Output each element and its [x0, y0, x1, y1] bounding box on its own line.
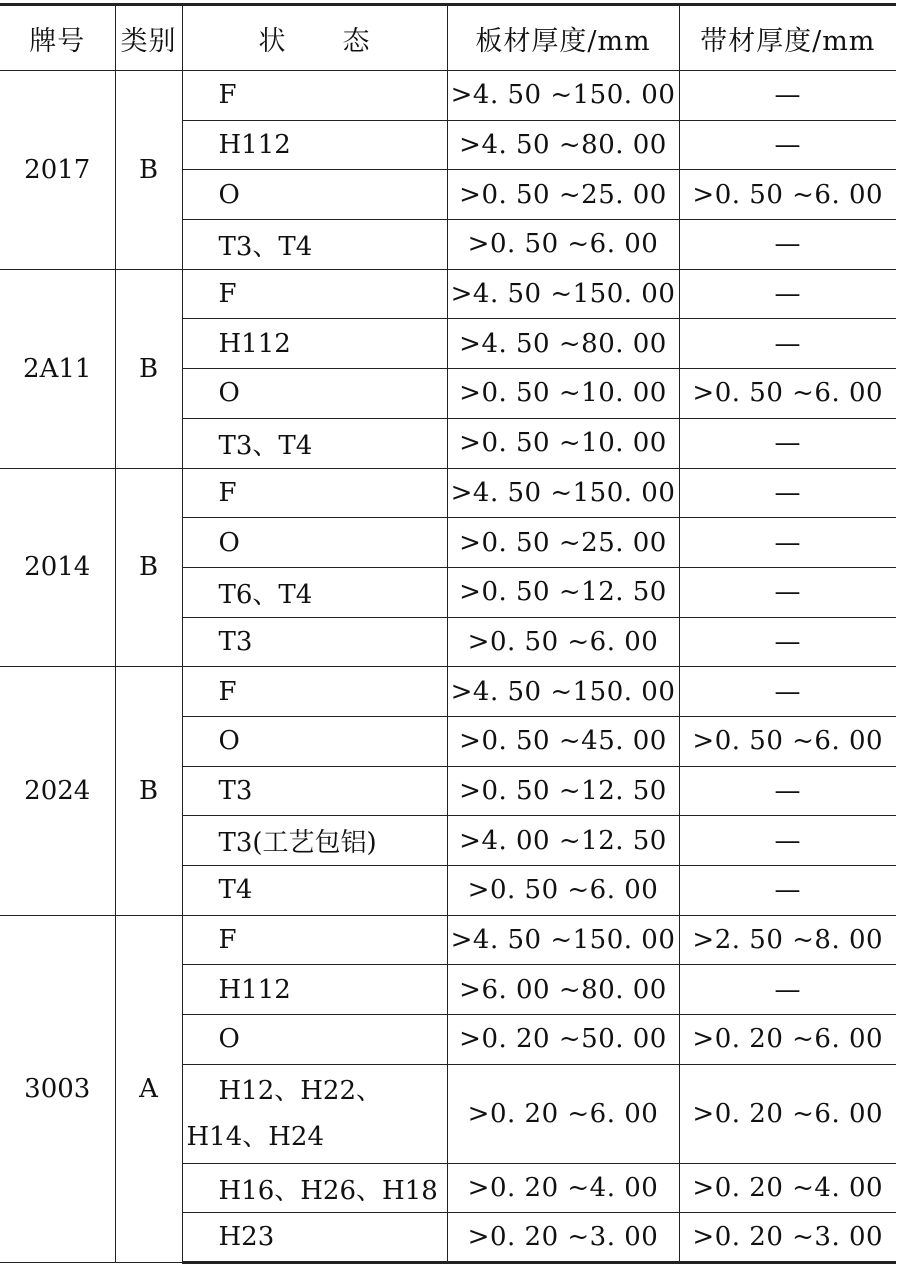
state-cell: O [182, 170, 447, 220]
plate-thickness-cell: >4. 50 ~150. 00 [447, 667, 679, 717]
state-cell: T3(工艺包铝) [182, 816, 447, 866]
state-cell: F [182, 269, 447, 319]
header-plate-thickness: 板材厚度/mm [447, 5, 679, 71]
header-grade: 牌号 [0, 5, 115, 71]
state-cell: F [182, 667, 447, 717]
strip-thickness-cell: — [679, 468, 896, 518]
grade-cell: 2014 [0, 468, 115, 667]
grade-cell: 3003 [0, 915, 115, 1262]
grade-cell: 2024 [0, 667, 115, 915]
strip-thickness-cell: >0. 20 ~6. 00 [679, 1015, 896, 1065]
strip-thickness-cell: — [679, 418, 896, 468]
state-cell: T6、T4 [182, 567, 447, 617]
plate-thickness-cell: >0. 20 ~4. 00 [447, 1163, 679, 1213]
strip-thickness-cell: — [679, 866, 896, 916]
state-cell: H112 [182, 120, 447, 170]
alloy-thickness-table [0, 3, 896, 1264]
state-cell: H112 [182, 965, 447, 1015]
strip-thickness-cell: — [679, 220, 896, 270]
plate-thickness-cell: >0. 20 ~6. 00 [447, 1064, 679, 1163]
strip-thickness-cell: >0. 50 ~6. 00 [679, 369, 896, 419]
grade-cell: 2017 [0, 71, 115, 270]
state-cell: F [182, 71, 447, 121]
table-row [0, 667, 896, 717]
strip-thickness-cell: >0. 50 ~6. 00 [679, 170, 896, 220]
strip-thickness-cell: >0. 20 ~4. 00 [679, 1163, 896, 1213]
plate-thickness-cell: >4. 50 ~80. 00 [447, 120, 679, 170]
plate-thickness-cell: >0. 50 ~6. 00 [447, 866, 679, 916]
header-state: 状 态 [182, 5, 447, 71]
strip-thickness-cell: — [679, 269, 896, 319]
category-cell: B [115, 269, 182, 468]
plate-thickness-cell: >0. 50 ~6. 00 [447, 617, 679, 667]
plate-thickness-cell: >0. 50 ~25. 00 [447, 518, 679, 568]
plate-thickness-cell: >4. 00 ~12. 50 [447, 816, 679, 866]
state-cell: T3、T4 [182, 418, 447, 468]
header-strip-thickness: 带材厚度/mm [679, 5, 896, 71]
strip-thickness-cell: — [679, 567, 896, 617]
state-cell: T3、T4 [182, 220, 447, 270]
plate-thickness-cell: >0. 20 ~50. 00 [447, 1015, 679, 1065]
category-cell: B [115, 468, 182, 667]
state-cell: O [182, 518, 447, 568]
plate-thickness-cell: >6. 00 ~80. 00 [447, 965, 679, 1015]
strip-thickness-cell: >0. 20 ~3. 00 [679, 1213, 896, 1263]
state-cell: T3 [182, 766, 447, 816]
plate-thickness-cell: >0. 50 ~45. 00 [447, 716, 679, 766]
strip-thickness-cell: — [679, 816, 896, 866]
state-cell: H16、H26、H18 [182, 1163, 447, 1213]
strip-thickness-cell: — [679, 120, 896, 170]
table-row [0, 468, 896, 518]
state-cell: H12、H22、H14、H24 [182, 1064, 447, 1163]
category-cell: A [115, 915, 182, 1262]
state-cell: H112 [182, 319, 447, 369]
strip-thickness-cell: — [679, 71, 896, 121]
plate-thickness-cell: >0. 50 ~25. 00 [447, 170, 679, 220]
strip-thickness-cell: — [679, 319, 896, 369]
state-cell: T3 [182, 617, 447, 667]
table-row [0, 269, 896, 319]
strip-thickness-cell: >0. 20 ~6. 00 [679, 1064, 896, 1163]
plate-thickness-cell: >0. 50 ~12. 50 [447, 567, 679, 617]
category-cell: B [115, 667, 182, 915]
state-cell: O [182, 1015, 447, 1065]
plate-thickness-cell: >4. 50 ~150. 00 [447, 915, 679, 965]
table-row [0, 915, 896, 965]
plate-thickness-cell: >0. 20 ~3. 00 [447, 1213, 679, 1263]
state-cell: F [182, 468, 447, 518]
plate-thickness-cell: >0. 50 ~10. 00 [447, 418, 679, 468]
plate-thickness-cell: >4. 50 ~80. 00 [447, 319, 679, 369]
state-cell: T4 [182, 866, 447, 916]
strip-thickness-cell: >2. 50 ~8. 00 [679, 915, 896, 965]
category-cell: B [115, 71, 182, 270]
strip-thickness-cell: — [679, 617, 896, 667]
state-cell: O [182, 716, 447, 766]
plate-thickness-cell: >4. 50 ~150. 00 [447, 71, 679, 121]
plate-thickness-cell: >4. 50 ~150. 00 [447, 269, 679, 319]
strip-thickness-cell: — [679, 965, 896, 1015]
strip-thickness-cell: — [679, 518, 896, 568]
table-row [0, 71, 896, 121]
state-cell: O [182, 369, 447, 419]
header-category: 类别 [115, 5, 182, 71]
state-cell: F [182, 915, 447, 965]
plate-thickness-cell: >0. 50 ~12. 50 [447, 766, 679, 816]
strip-thickness-cell: >0. 50 ~6. 00 [679, 716, 896, 766]
plate-thickness-cell: >4. 50 ~150. 00 [447, 468, 679, 518]
state-cell: H23 [182, 1213, 447, 1263]
grade-cell: 2A11 [0, 269, 115, 468]
plate-thickness-cell: >0. 50 ~10. 00 [447, 369, 679, 419]
header-row [0, 5, 896, 71]
strip-thickness-cell: — [679, 667, 896, 717]
strip-thickness-cell: — [679, 766, 896, 816]
plate-thickness-cell: >0. 50 ~6. 00 [447, 220, 679, 270]
